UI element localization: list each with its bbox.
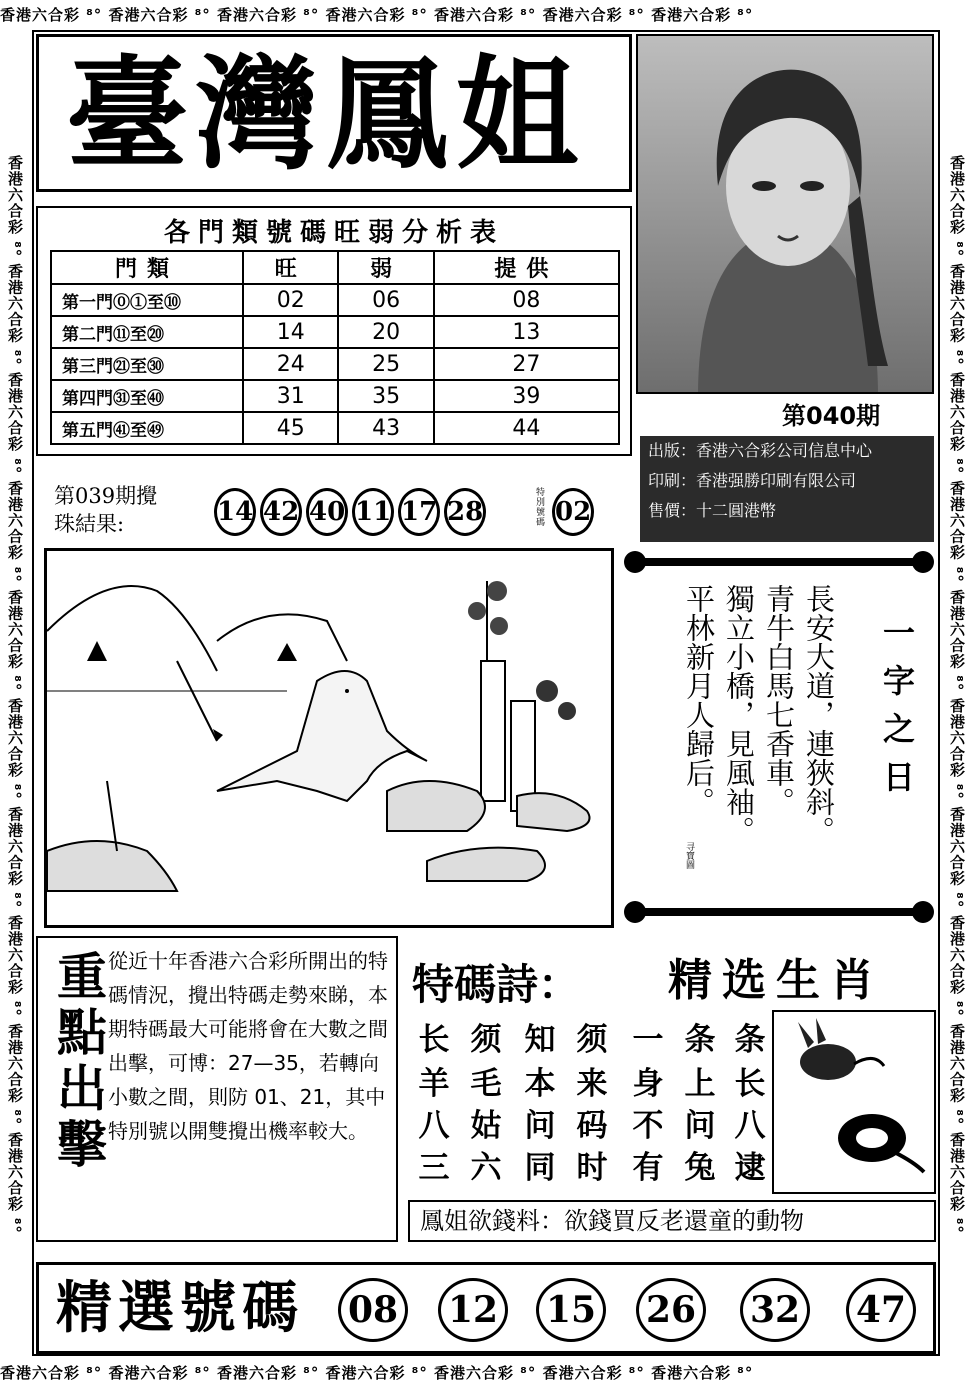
offer-cell: 39: [434, 380, 619, 412]
grid-char: 同: [524, 1150, 556, 1186]
draw-ball: 28: [444, 488, 486, 536]
top-border-text: 香港六合彩 ⁸° 香港六合彩 ⁸° 香港六合彩 ⁸° 香港六合彩 ⁸° 香港六合彩 ⁸° 香港六合彩 ⁸° 香港六合彩 ⁸°: [0, 6, 754, 24]
poem-column: 長安大道，連狹斜。: [802, 584, 836, 845]
grid-char: 姑: [470, 1108, 502, 1144]
poem-bottom-bar: [636, 908, 926, 916]
group-cell: 第五門㊶至㊾: [51, 412, 243, 444]
weak-cell: 25: [338, 348, 433, 380]
bottom-border-text: 香港六合彩 ⁸° 香港六合彩 ⁸° 香港六合彩 ⁸° 香港六合彩 ⁸° 香港六合彩 ⁸° 香港六合彩 ⁸° 香港六合彩 ⁸°: [0, 1364, 754, 1382]
price-line: 售價：十二圓港幣: [648, 501, 777, 520]
grid-char: 不: [632, 1108, 664, 1144]
printer-line: 印刷：香港强勝印刷有限公司: [648, 471, 857, 490]
grid-char: 有: [632, 1150, 664, 1186]
table-row: [51, 316, 619, 348]
draw-ball: 11: [352, 488, 394, 536]
grid-char: 长: [418, 1022, 450, 1058]
weak-cell: 20: [338, 316, 433, 348]
strong-cell: 02: [243, 284, 338, 316]
draw-ball: 17: [398, 488, 440, 536]
bottom-border-strip: [0, 1358, 972, 1388]
landscape-dog-illustration: [47, 551, 611, 925]
poem-bar-dot: [912, 551, 934, 573]
grid-char: 三: [418, 1150, 450, 1186]
grid-char: 兔: [684, 1150, 716, 1186]
draw-ball: 14: [214, 488, 256, 536]
special-ball: 02: [552, 488, 594, 536]
weak-cell: 43: [338, 412, 433, 444]
strong-cell: 24: [243, 348, 338, 380]
tema-title: 特碼詩：: [412, 960, 581, 1009]
grid-char: 本: [524, 1066, 556, 1102]
table-row: [51, 348, 619, 380]
publisher-info: [640, 436, 934, 542]
group-cell: 第四門㉛至㊵: [51, 380, 243, 412]
grid-char: 须: [470, 1022, 502, 1058]
draw-label-line2: 珠結果:: [54, 512, 125, 536]
analysis-header-row: [51, 251, 619, 284]
pick-ball: 12: [438, 1278, 508, 1342]
strong-cell: 31: [243, 380, 338, 412]
group-cell: 第二門⑪至⑳: [51, 316, 243, 348]
poem-bar-dot: [624, 901, 646, 923]
poem-head: 一字之日: [878, 616, 916, 808]
header-weak: 弱: [338, 251, 433, 284]
grid-char: 知: [524, 1022, 556, 1058]
picks-title: 精選號碼: [56, 1275, 304, 1341]
draw-label: [54, 482, 214, 538]
group-cell: 第一門⓪①至⑩: [51, 284, 243, 316]
table-row: [51, 380, 619, 412]
grid-char: 逮: [734, 1150, 766, 1186]
header-strong: 旺: [243, 251, 338, 284]
cover-photo: [636, 34, 934, 394]
grid-char: 上: [684, 1066, 716, 1102]
right-border-strip: [942, 30, 972, 1358]
grid-char: 问: [684, 1108, 716, 1144]
grid-char: 身: [632, 1066, 664, 1102]
top-border-strip: [0, 0, 972, 30]
left-border-strip: [0, 30, 30, 1358]
offer-cell: 13: [434, 316, 619, 348]
pick-ball: 47: [846, 1278, 916, 1342]
draw-ball: 40: [306, 488, 348, 536]
offer-cell: 27: [434, 348, 619, 380]
strong-cell: 14: [243, 316, 338, 348]
zodiac-picture: [772, 1010, 936, 1194]
poem-bar-dot: [912, 901, 934, 923]
grid-char: 羊: [418, 1066, 450, 1102]
grid-char: 条: [734, 1022, 766, 1058]
page-title: 臺灣鳳姐: [66, 42, 586, 186]
seal-stamp: 寻寶圖: [684, 842, 694, 869]
offer-cell: 08: [434, 284, 619, 316]
grid-char: 八: [734, 1108, 766, 1144]
poem-top-bar: [636, 558, 926, 566]
pick-ball: 15: [536, 1278, 606, 1342]
pick-ball: 32: [740, 1278, 810, 1342]
grid-char: 六: [470, 1150, 502, 1186]
focus-text: 從近十年香港六合彩所開出的特碼情況，攪出特碼走勢來睇，本期特碼最大可能將會在大數之間出擊，可博：27—35，若轉向小數之間，則防 01、21，其中特別號以開雙攪出機率較大。: [108, 949, 388, 1143]
weak-cell: 35: [338, 380, 433, 412]
table-row: [51, 412, 619, 444]
rabbit-snake-illustration: [774, 1012, 934, 1192]
puzzle-picture: [44, 548, 614, 928]
header-offer: 提供: [434, 251, 619, 284]
wish-clue: 鳳姐欲錢料：欲錢買反老還童的動物: [408, 1200, 936, 1242]
right-border-text: 香港六合彩 ⁸° 香港六合彩 ⁸° 香港六合彩 ⁸° 香港六合彩 ⁸° 香港六合彩 ⁸° 香港六合彩 ⁸° 香港六合彩 ⁸° 香港六合彩 ⁸° 香港六合彩 ⁸° 香港六合彩 ⁸°: [948, 154, 966, 1234]
grid-char: 来: [576, 1066, 608, 1102]
pick-ball: 26: [636, 1278, 706, 1342]
zodiac-title: 精选生肖: [668, 955, 884, 1006]
draw-label-line1: 第039期攪: [54, 484, 158, 508]
pick-ball: 08: [338, 1278, 408, 1342]
analysis-table: [50, 250, 620, 445]
issue-number: 第040期: [782, 402, 881, 430]
poem-column: 平林新月人歸后。: [682, 584, 716, 816]
grid-char: 码: [576, 1108, 608, 1144]
poem-column: 獨立小橋，見風袖。: [722, 584, 756, 845]
poem-bar-dot: [624, 551, 646, 573]
grid-char: 八: [418, 1108, 450, 1144]
grid-char: 条: [684, 1022, 716, 1058]
analysis-title: 各門類號碼旺弱分析表: [163, 218, 504, 248]
grid-char: 须: [576, 1022, 608, 1058]
special-number-label: 特別號碼: [536, 488, 546, 528]
grid-char: 问: [524, 1108, 556, 1144]
grid-char: 时: [576, 1150, 608, 1186]
offer-cell: 44: [434, 412, 619, 444]
poem-box: [624, 550, 934, 920]
weak-cell: 06: [338, 284, 433, 316]
table-row: [51, 284, 619, 316]
group-cell: 第三門㉑至㉚: [51, 348, 243, 380]
publisher-line: 出版：香港六合彩公司信息中心: [648, 441, 873, 460]
grid-char: 毛: [470, 1066, 502, 1102]
strong-cell: 45: [243, 412, 338, 444]
draw-ball: 42: [260, 488, 302, 536]
header-group: 門類: [51, 251, 243, 284]
poem-column: 青牛白馬七香車。: [762, 584, 796, 816]
grid-char: 一: [632, 1022, 664, 1058]
focus-heading: 重點出擊: [49, 950, 108, 1174]
left-border-text: 香港六合彩 ⁸° 香港六合彩 ⁸° 香港六合彩 ⁸° 香港六合彩 ⁸° 香港六合彩 ⁸° 香港六合彩 ⁸° 香港六合彩 ⁸° 香港六合彩 ⁸° 香港六合彩 ⁸° 香港六合彩 ⁸°: [6, 154, 24, 1234]
portrait-illustration: [638, 36, 934, 394]
grid-char: 长: [734, 1066, 766, 1102]
